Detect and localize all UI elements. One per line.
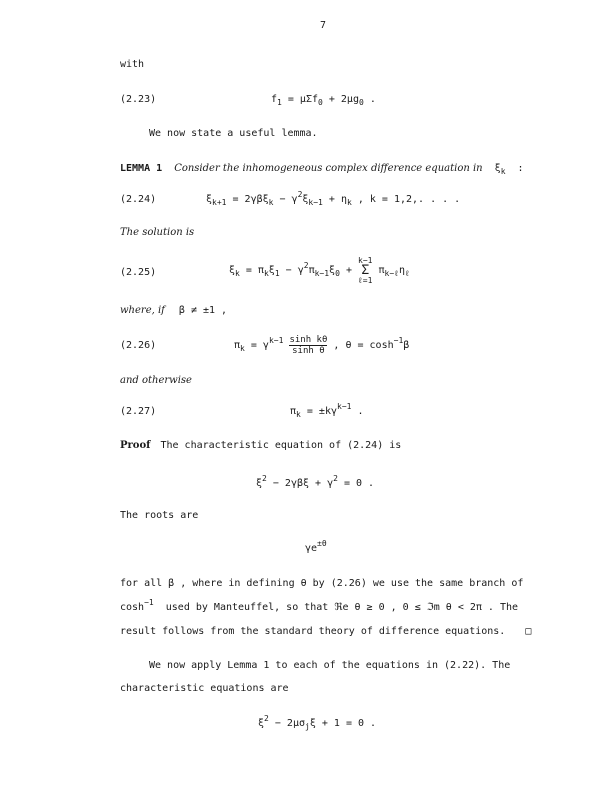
lemma-label: LEMMA 1 [120,163,163,174]
intro-sentence: We now state a useful lemma. [149,128,318,139]
equation-label-2-23: (2.23) [120,94,157,105]
solution-text: The solution is [120,227,195,238]
proof-line: Proof The characteristic equation of (2.24) is [120,440,402,451]
equation-2-25: $\xi_k = \pi_k\xi_1 - \gamma^2\pi_{k-1}\xi_0$ + k−1 Σ ℓ=1 $\pi_{k-\ell}\eta_\ell$ [229,255,410,285]
apply-line-1: We now apply Lemma 1 to each of the equations in (2.22). The [149,660,511,671]
equation-label-2-27: (2.27) [120,406,157,417]
roots-text: The roots are [120,510,199,521]
equation-2-23: $f_1 = \mu\Sigma f_0 + 2\mu g_0$ . [271,94,376,107]
with-label: with [120,59,145,70]
qed-symbol: □ [525,626,532,637]
summation: k−1 Σ ℓ=1 [358,255,373,285]
equation-2-26: $\pi_k = \gamma^{k-1}$ $\frac{\text{sinh kθ}}{\text{sinh θ}}$ , $\theta = \cosh^{-1}\beta$ [234,334,410,356]
roots-equation: $\gamma e^{\pm\theta}$ [305,539,327,554]
page-number: 7 [320,20,327,31]
where-line: where, if β ≠ ±1 , [120,305,228,316]
equation-2-24: $\xi_{k+1} = 2\gamma\beta\xi_k - \gamma^2\xi_{k-1} + \eta_k$ , k = 1,2,. . . . [206,190,461,207]
lemma-statement: LEMMA 1 Consider the inhomogeneous complex difference equation in $\xi_k$ : [120,163,524,176]
paragraph-line-3: result follows from the standard theory of difference equations. □ [120,626,532,637]
final-characteristic-equation: $\xi^2 - 2\mu\sigma_j\xi + 1 = 0$ . [258,714,377,731]
equation-label-2-24: (2.24) [120,194,157,205]
characteristic-equation: $\xi^2 - 2\gamma\beta\xi + \gamma^2 = 0$ . [256,474,375,489]
equation-2-27: $\pi_k = \pm k\gamma^{k-1}$ . [290,402,364,419]
fraction-sinh: $\frac{\text{sinh kθ}}{\text{sinh θ}}$ [289,334,328,356]
equation-label-2-26: (2.26) [120,340,157,351]
equation-label-2-25: (2.25) [120,267,157,278]
otherwise-text: and otherwise [120,375,192,386]
lemma-text: Consider the inhomogeneous complex difference equation in [174,163,483,174]
paragraph-line-2: $\cosh^{-1}$ used by Manteuffel, so that ℜe θ ≥ 0 , 0 ≤ ℑm θ < 2π . The [120,598,519,613]
apply-line-2: characteristic equations are [120,683,289,694]
paragraph-line-1: for all β , where in defining θ by (2.26) we use the same branch of [120,578,524,589]
proof-label: Proof [120,440,151,451]
